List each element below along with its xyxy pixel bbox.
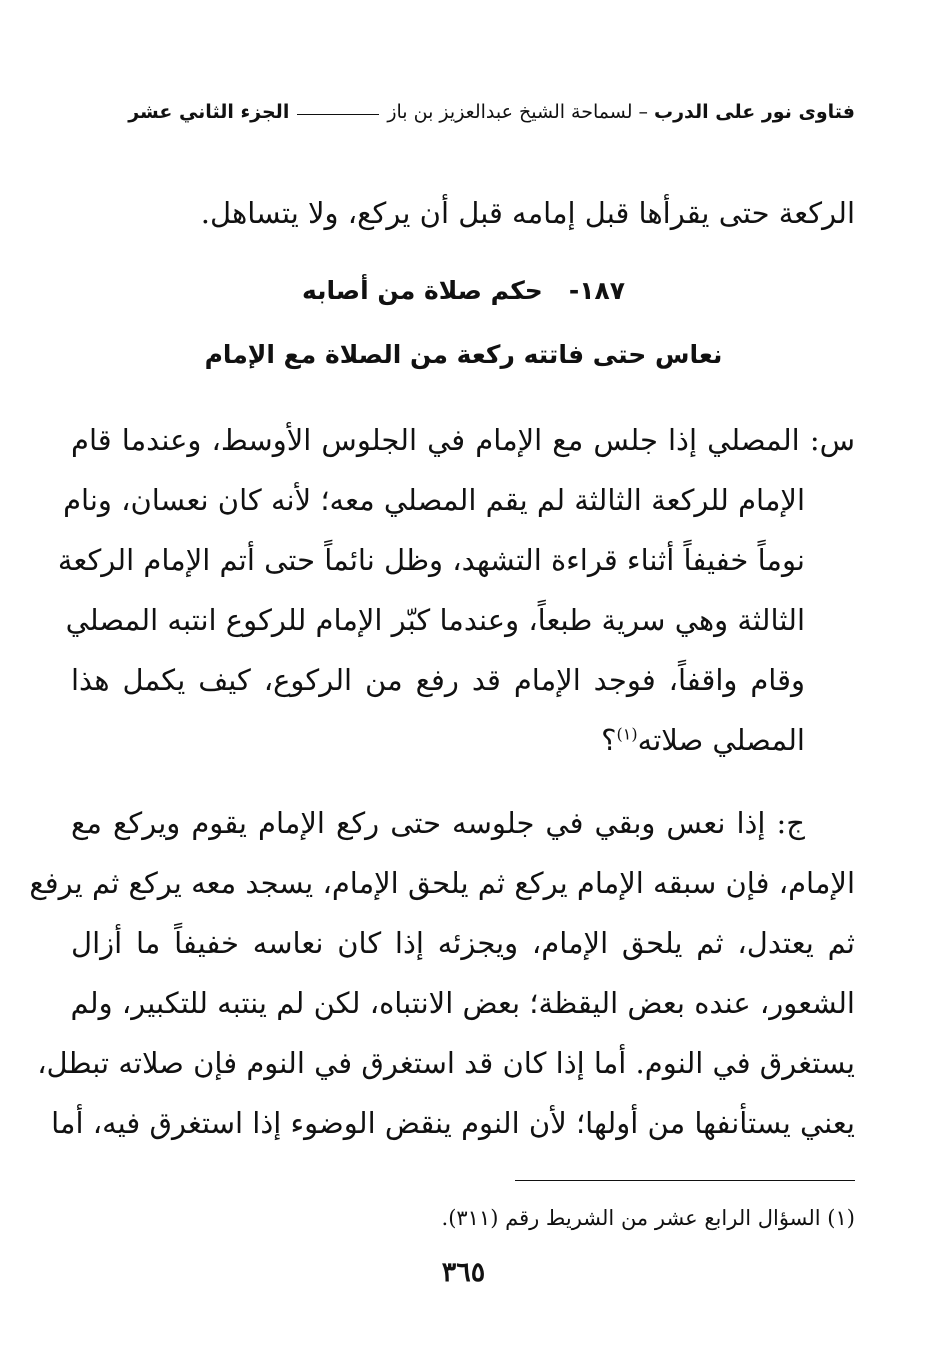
answer-line: ج: إذا نعس وبقي في جلوسه حتى ركع الإمام يقوم ويركع مع — [71, 806, 805, 840]
answer-line: يستغرق في النوم. أما إذا كان قد استغرق في النوم فإن صلاته تبطل، — [37, 1046, 855, 1080]
section-title-line2: نعاس حتى فاتته ركعة من الصلاة مع الإمام — [204, 340, 723, 369]
answer-line: ثم يعتدل، ثم يلحق الإمام، ويجزئه إذا كان نعاسه خفيفاً ما أزال — [71, 926, 855, 960]
question-line-text: المصلي صلاته — [637, 723, 805, 757]
book-title: فتاوى نور على الدرب — [654, 101, 855, 123]
footnote-divider — [515, 1180, 855, 1181]
question-last-line — [71, 710, 855, 770]
answer-line: الشعور، عنده بعض اليقظة؛ بعض الانتباه، لكن لم ينتبه للتكبير، ولم — [70, 986, 855, 1020]
continuation-line: الركعة حتى يقرأها قبل إمامه قبل أن يركع، ولا يتساهل. — [200, 196, 855, 230]
question-line: الثالثة وهي سرية طبعاً، وعندما كبّر الإمام للركوع انتبه المصلي — [65, 603, 805, 637]
question-paragraph — [57, 410, 855, 770]
section-heading-line1 — [72, 276, 855, 305]
question-line: وقام واقفاً، فوجد الإمام قد رفع من الركوع، كيف يكمل هذا — [71, 663, 805, 697]
answer-line: يعني يستأنفها من أولها؛ لأن النوم ينقض الوضوء إذا استغرق فيه، أما — [51, 1106, 855, 1140]
volume-label: الجزء الثاني عشر — [128, 101, 290, 123]
question-line: الإمام للركعة الثالثة لم يقم المصلي معه؛ لأنه كان نعسان، ونام — [63, 483, 805, 517]
answer-line: الإمام، فإن سبقه الإمام يركع ثم يلحق الإمام، يسجد معه يركع ثم يرفع — [29, 866, 855, 900]
question-line: نوماً خفيفاً أثناء قراءة التشهد، وظل نائماً حتى أتم الإمام الركعة — [57, 543, 805, 577]
header-rule — [297, 114, 379, 115]
running-header — [85, 92, 855, 132]
section-number: ١٨٧- — [568, 276, 625, 305]
answer-paragraph — [29, 793, 855, 1153]
footnote-reference: (١) — [616, 724, 638, 744]
page-number: ٣٦٥ — [441, 1257, 486, 1288]
header-separator: – — [638, 101, 648, 123]
section-heading-line2 — [72, 340, 855, 369]
section-title-line1: حكم صلاة من أصابه — [302, 276, 543, 305]
question-mark: ؟ — [601, 723, 617, 757]
question-line: س: المصلي إذا جلس مع الإمام في الجلوس الأوسط، وعندما قام — [71, 423, 855, 457]
author-name: لسماحة الشيخ عبدالعزيز بن باز — [387, 101, 633, 123]
footnote-text: (١) السؤال الرابع عشر من الشريط رقم (٣١١). — [441, 1206, 855, 1230]
continuation-paragraph — [71, 183, 855, 243]
